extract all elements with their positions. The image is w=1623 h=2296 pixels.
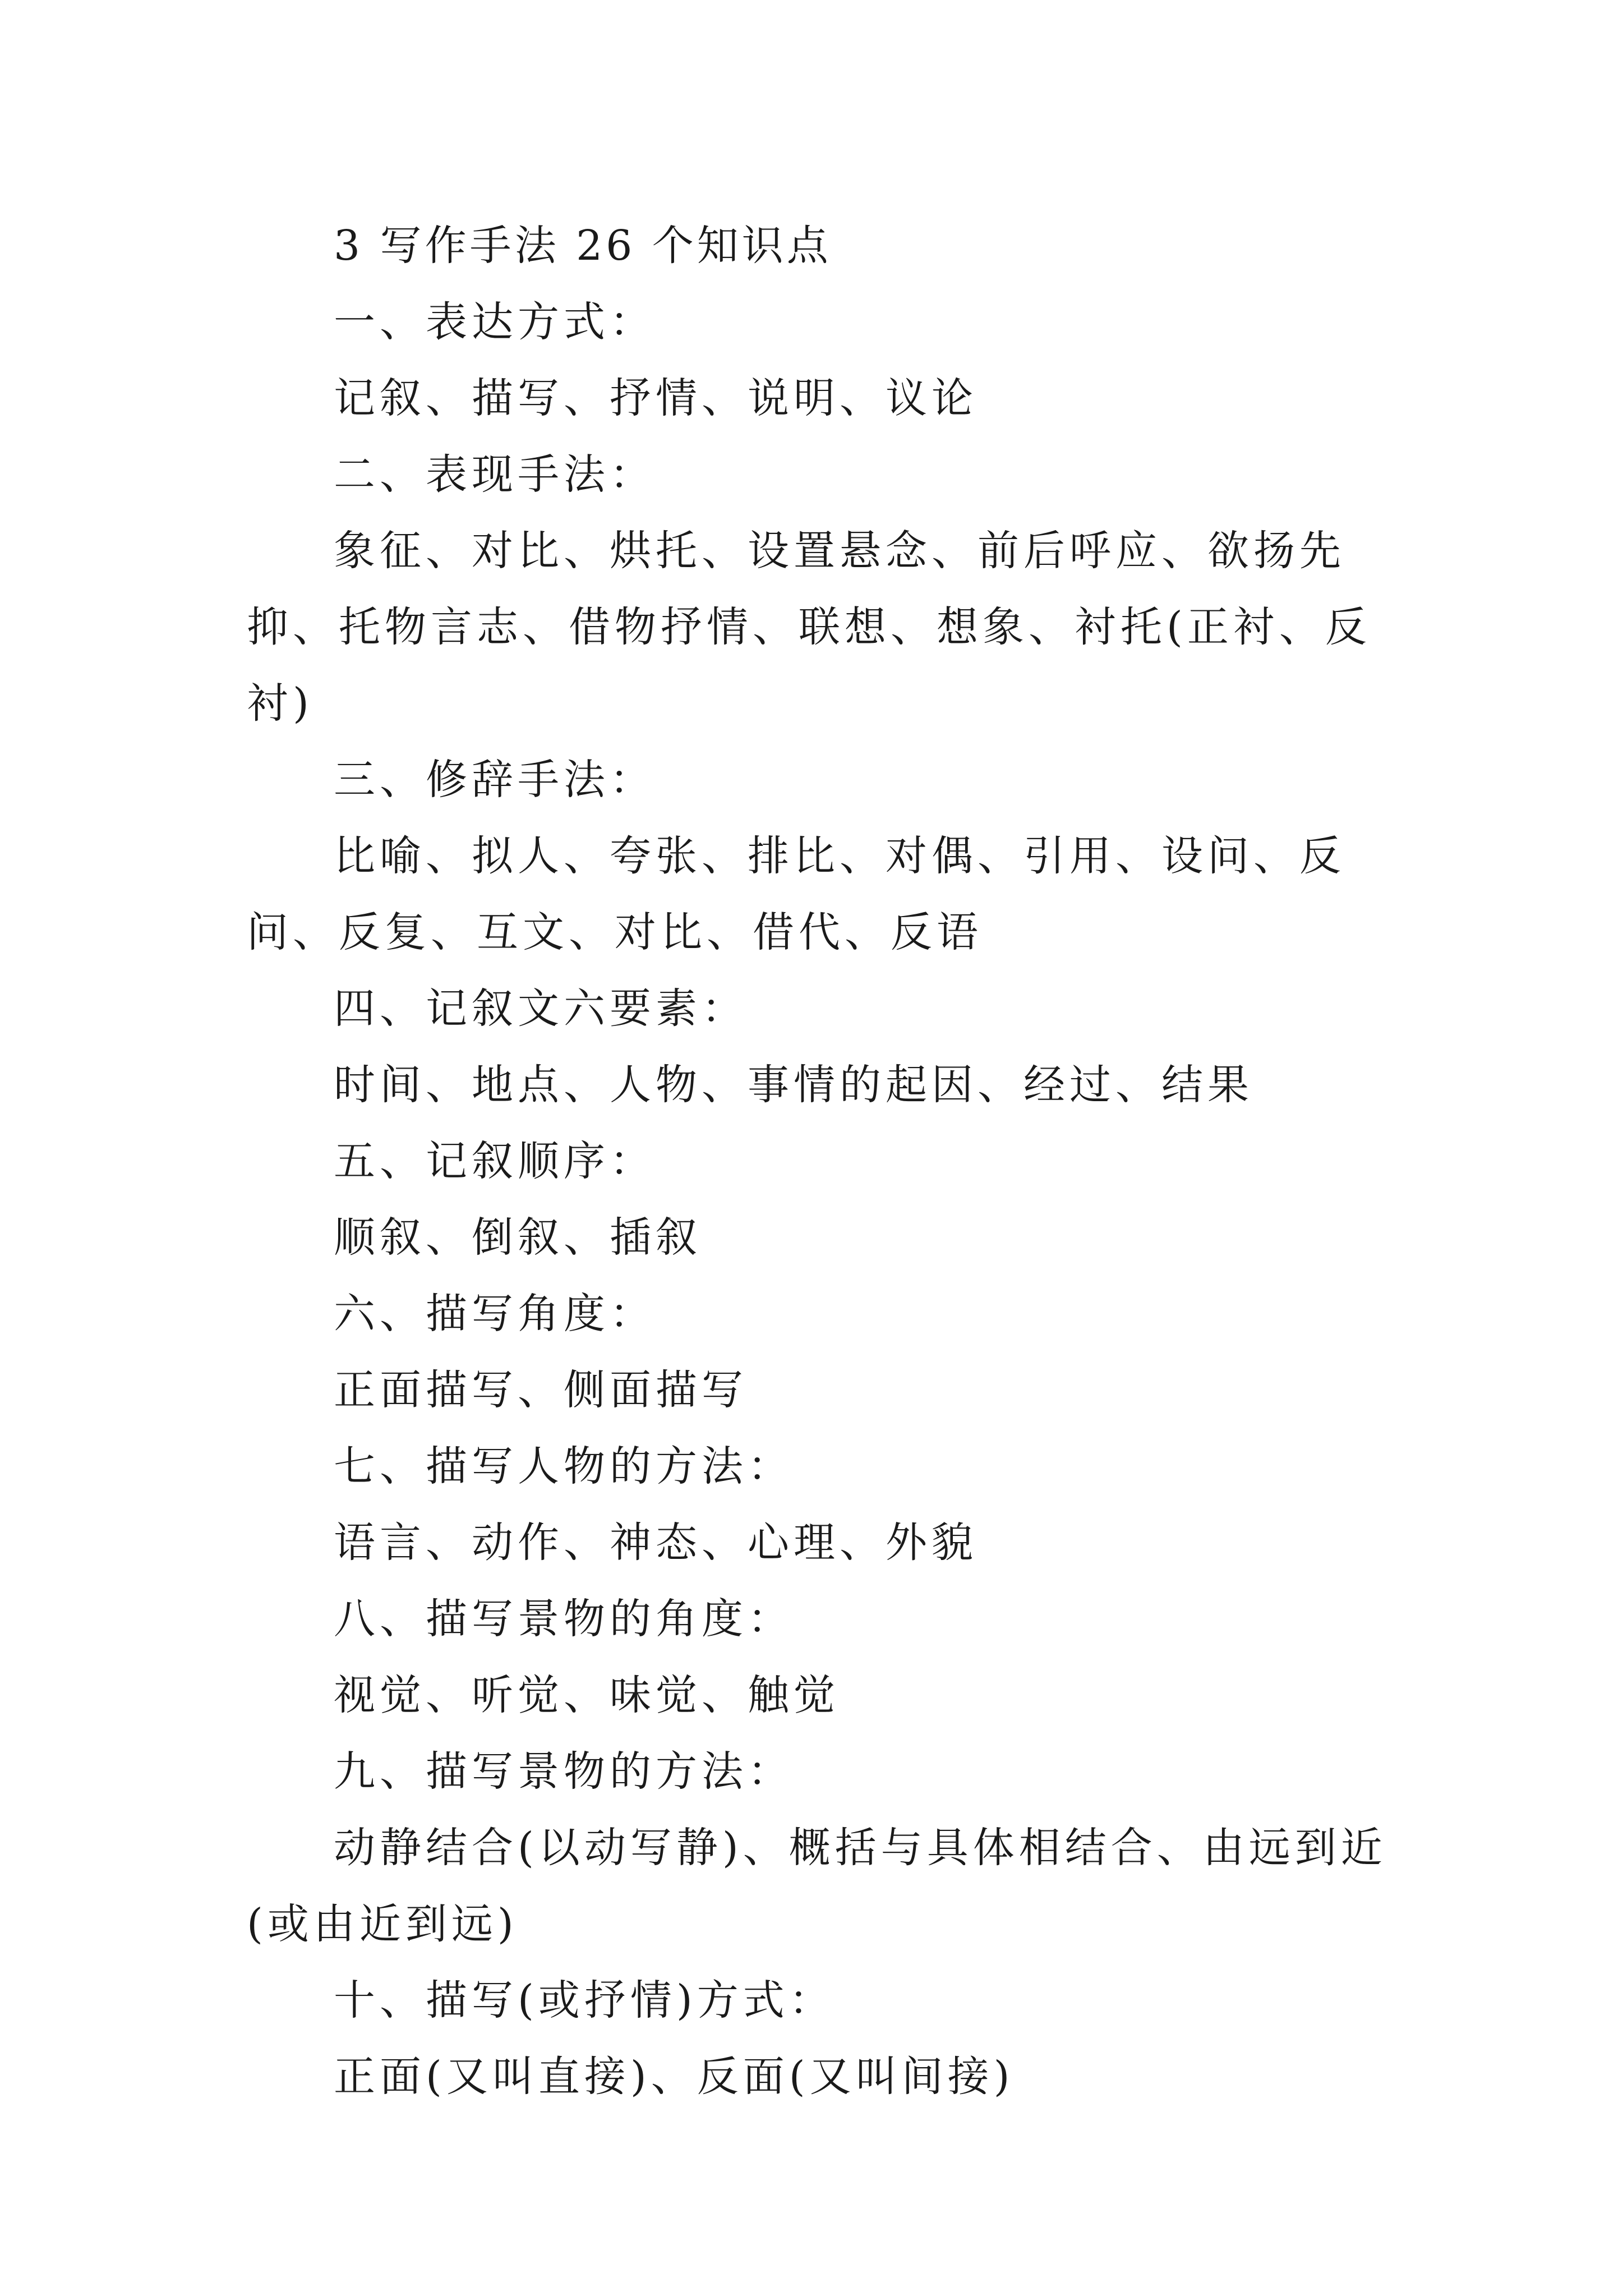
list-presentation-techniques: 象征、对比、烘托、设置悬念、前后呼应、欲扬先抑、托物言志、借物抒情、联想、想象、衬托(正衬、反衬) (247, 527, 1371, 728)
list-character-description: 语言、动作、神态、心理、外貌 (334, 1519, 978, 1567)
heading-rhetorical-devices: 三、修辞手法： (334, 756, 656, 804)
list-narrative-elements: 时间、地点、人物、事情的起因、经过、结果 (334, 1061, 1253, 1109)
document-title: 3 写作手法 26 个知识点 (334, 222, 832, 270)
heading-description-angle: 六、描写角度： (334, 1290, 656, 1338)
heading-narrative-order: 五、记叙顺序： (334, 1137, 656, 1185)
heading-scenery-methods: 九、描写景物的方法： (334, 1747, 794, 1796)
list-rhetorical-devices: 比喻、拟人、夸张、排比、对偶、引用、设问、反问、反复、互文、对比、借代、反语 (247, 832, 1345, 956)
list-scenery-methods: 动静结合(以动写静)、概括与具体相结合、由远到近(或由近到远) (247, 1824, 1387, 1948)
list-description-angle: 正面描写、侧面描写 (334, 1366, 748, 1414)
heading-expression-modes: 一、表达方式： (334, 298, 656, 346)
heading-narrative-elements: 四、记叙文六要素： (334, 984, 748, 1033)
heading-scenery-angle: 八、描写景物的角度： (334, 1595, 794, 1643)
list-scenery-angle: 视觉、听觉、味觉、触觉 (334, 1671, 840, 1719)
list-narrative-order: 顺叙、倒叙、插叙 (334, 1213, 702, 1262)
list-description-manner: 正面(又叫直接)、反面(又叫间接) (334, 2053, 1015, 2101)
heading-character-description: 七、描写人物的方法： (334, 1442, 794, 1490)
list-expression-modes: 记叙、描写、抒情、说明、议论 (334, 374, 978, 422)
heading-description-manner: 十、描写(或抒情)方式： (334, 1976, 835, 2024)
document-body (247, 208, 1394, 2115)
heading-presentation-techniques: 二、表现手法： (334, 450, 656, 499)
